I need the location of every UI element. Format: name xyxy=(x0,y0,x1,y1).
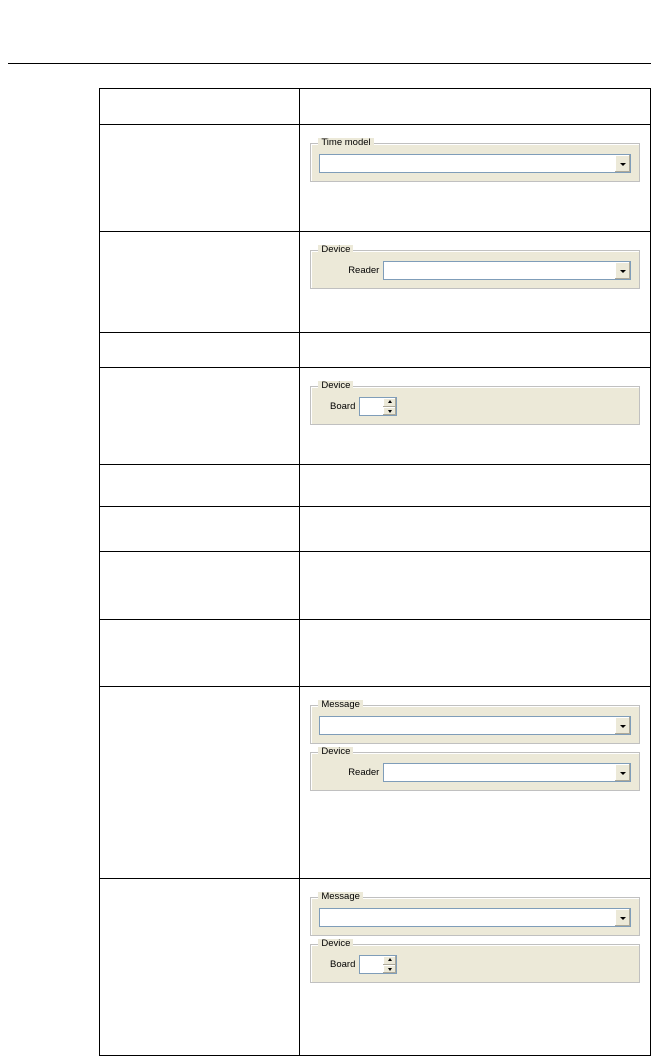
chevron-up-icon[interactable] xyxy=(383,956,396,965)
table-cell-right xyxy=(300,232,651,333)
table-row xyxy=(100,232,651,333)
combobox-message[interactable] xyxy=(319,908,631,927)
chevron-down-icon[interactable] xyxy=(614,764,630,781)
cell-right-text xyxy=(300,465,650,475)
table-cell-left xyxy=(100,879,300,1056)
field-label: Board xyxy=(330,959,356,970)
table-body xyxy=(100,89,651,1056)
table-cell-left xyxy=(100,507,300,552)
spinner-board[interactable] xyxy=(359,955,397,974)
combobox-value xyxy=(320,909,614,926)
settings-table xyxy=(99,88,651,1056)
spinner-board[interactable] xyxy=(359,397,397,416)
field-label: Reader xyxy=(348,767,380,778)
field-row xyxy=(319,763,631,782)
table-cell-left xyxy=(100,687,300,879)
table-cell-left xyxy=(100,125,300,232)
table-cell-right xyxy=(300,507,651,552)
table-cell-right xyxy=(300,89,651,125)
table-cell-right xyxy=(300,687,651,879)
cell-right-text xyxy=(300,620,650,630)
combobox-message[interactable] xyxy=(319,716,631,735)
table-row xyxy=(100,125,651,232)
cell-left-text xyxy=(100,552,299,562)
table-cell-right xyxy=(300,333,651,368)
combobox-reader[interactable] xyxy=(383,261,631,280)
combobox-value xyxy=(320,155,614,172)
field-label: Board xyxy=(330,401,356,412)
field-row xyxy=(319,154,631,173)
table-cell-right xyxy=(300,125,651,232)
cell-right-text xyxy=(300,552,650,562)
cell-left-text xyxy=(100,232,299,242)
groupbox-device xyxy=(310,380,640,425)
cell-right-text xyxy=(300,125,650,135)
table-row xyxy=(100,620,651,687)
cell-left-text xyxy=(100,333,299,343)
cell-right-text xyxy=(300,687,650,697)
table-cell-left xyxy=(100,232,300,333)
groupbox-title: Time model xyxy=(318,138,373,148)
groupbox-message xyxy=(310,891,640,936)
table-cell-right xyxy=(300,368,651,465)
table-cell-right xyxy=(300,552,651,620)
cell-right-text xyxy=(300,89,650,99)
table-row xyxy=(100,507,651,552)
table-row xyxy=(100,465,651,507)
chevron-down-icon[interactable] xyxy=(614,909,630,926)
page-header xyxy=(99,30,651,54)
spinner-buttons xyxy=(383,398,396,415)
cell-left-text xyxy=(100,507,299,517)
cell-left-text xyxy=(100,125,299,135)
table-cell-right xyxy=(300,465,651,507)
combobox-reader[interactable] xyxy=(383,763,631,782)
chevron-down-icon[interactable] xyxy=(614,262,630,279)
table-row xyxy=(100,879,651,1056)
cell-right-text xyxy=(300,232,650,242)
field-row xyxy=(319,716,631,735)
chevron-down-icon[interactable] xyxy=(614,717,630,734)
field-row xyxy=(319,261,631,280)
cell-right-text xyxy=(300,879,650,889)
chevron-up-icon[interactable] xyxy=(383,398,396,407)
table-cell-left xyxy=(100,620,300,687)
cell-left-text xyxy=(100,687,299,697)
combobox-time model[interactable] xyxy=(319,154,631,173)
cell-left-text xyxy=(100,620,299,630)
combobox-value xyxy=(384,262,614,279)
cell-left-text xyxy=(100,368,299,378)
table-row xyxy=(100,368,651,465)
cell-right-text xyxy=(300,507,650,517)
table-row xyxy=(100,552,651,620)
chevron-down-icon[interactable] xyxy=(383,407,396,416)
field-label: Reader xyxy=(348,265,380,276)
combobox-value xyxy=(384,764,614,781)
cell-left-text xyxy=(100,89,299,99)
groupbox-time-model xyxy=(310,137,640,182)
table-cell-left xyxy=(100,552,300,620)
spinner-value[interactable] xyxy=(360,956,383,973)
groupbox-title: Device xyxy=(318,245,353,255)
field-row xyxy=(319,908,631,927)
cell-left-text xyxy=(100,879,299,889)
cell-right-text xyxy=(300,333,650,343)
table-cell-right xyxy=(300,879,651,1056)
table-row xyxy=(100,687,651,879)
chevron-down-icon[interactable] xyxy=(383,965,396,974)
groupbox-title: Device xyxy=(318,747,353,757)
table-cell-left xyxy=(100,89,300,125)
table-cell-right xyxy=(300,620,651,687)
field-row xyxy=(319,955,631,974)
cell-left-text xyxy=(100,465,299,475)
header-divider xyxy=(8,63,651,64)
groupbox-device xyxy=(310,938,640,983)
groupbox-title: Message xyxy=(318,892,363,902)
table-cell-left xyxy=(100,465,300,507)
groupbox-device xyxy=(310,244,640,289)
field-row xyxy=(319,397,631,416)
spinner-buttons xyxy=(383,956,396,973)
table-row xyxy=(100,89,651,125)
groupbox-device xyxy=(310,746,640,791)
groupbox-title: Device xyxy=(318,939,353,949)
groupbox-message xyxy=(310,699,640,744)
chevron-down-icon[interactable] xyxy=(614,155,630,172)
groupbox-title: Device xyxy=(318,381,353,391)
combobox-value xyxy=(320,717,614,734)
table-cell-left xyxy=(100,368,300,465)
table-cell-left xyxy=(100,333,300,368)
groupbox-title: Message xyxy=(318,700,363,710)
spinner-value[interactable] xyxy=(360,398,383,415)
cell-right-text xyxy=(300,368,650,378)
table-row xyxy=(100,333,651,368)
